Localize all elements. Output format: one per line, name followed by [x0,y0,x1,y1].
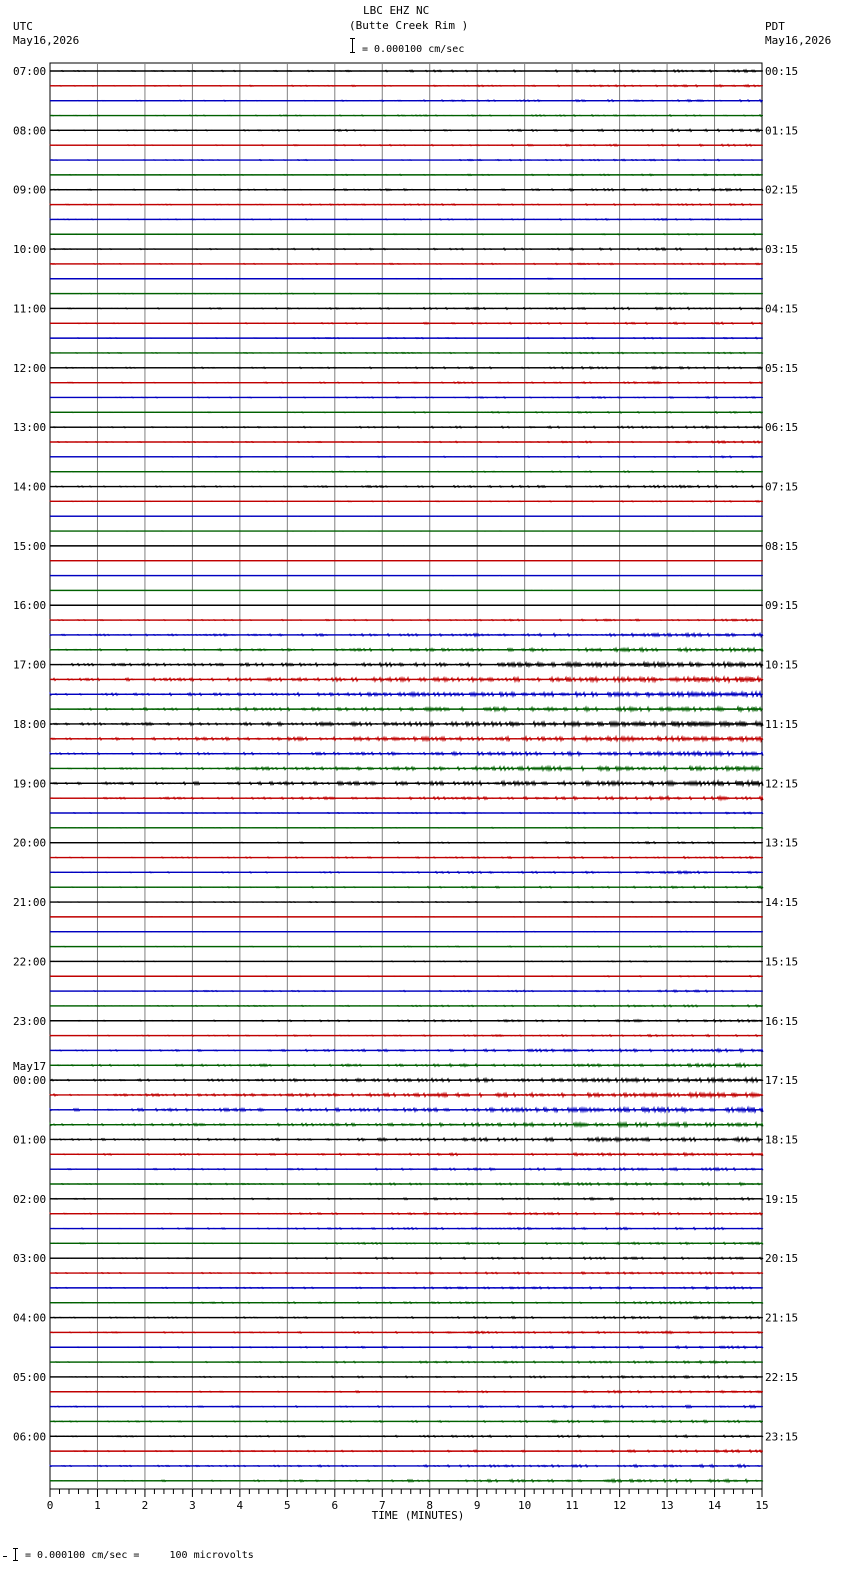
utc-hour-label: 13:00 [13,421,47,435]
right-date: May16,2026 [765,34,832,47]
utc-hour-label: 16:00 [13,599,47,613]
x-tick-label: 6 [331,1499,339,1512]
utc-hour-label: 04:00 [13,1311,47,1325]
utc-hour-label: 00:00 [13,1074,47,1088]
utc-hour-label: 10:00 [13,243,47,257]
utc-hour-label: 20:00 [13,836,47,850]
x-tick-label: 2 [141,1499,149,1512]
utc-hour-label: 12:00 [13,361,47,375]
x-tick-label: 5 [284,1499,291,1512]
utc-hour-label: 05:00 [13,1370,47,1384]
x-tick-label: 13 [660,1499,674,1512]
x-axis-title: TIME (MINUTES) [371,1509,465,1522]
x-tick-label: 3 [189,1499,196,1512]
pdt-hour-label: 14:15 [765,896,799,910]
pdt-hour-label: 08:15 [765,539,799,553]
pdt-hour-label: 02:15 [765,183,799,197]
pdt-hour-label: 18:15 [765,1133,799,1147]
plot-frame [50,63,762,1489]
pdt-hour-label: 07:15 [765,480,799,494]
utc-hour-label: 06:00 [13,1430,47,1444]
x-tick-label: 14 [707,1499,722,1512]
x-tick-label: 4 [236,1499,244,1512]
utc-hour-label: 01:00 [13,1133,47,1147]
pdt-hour-label: 04:15 [765,302,799,316]
utc-hour-label: 23:00 [13,1014,47,1028]
pdt-hour-label: 06:15 [765,421,799,435]
pdt-hour-label: 05:15 [765,361,799,375]
x-tick-label: 11 [565,1499,579,1512]
x-tick-label: 0 [46,1499,54,1512]
footer-scale-note: = 0.000100 cm/sec = 100 microvolts [25,1550,254,1561]
utc-hour-label: 17:00 [13,658,47,672]
right-timezone: PDT [765,20,785,33]
x-tick-label: 8 [426,1499,434,1512]
pdt-hour-label: 17:15 [765,1074,799,1088]
pdt-hour-label: 11:15 [765,717,799,731]
pdt-hour-label: 13:15 [765,836,799,850]
pdt-hour-label: 21:15 [765,1311,799,1325]
x-tick-label: 9 [473,1499,481,1512]
utc-hour-label: 09:00 [13,183,47,197]
pdt-hour-label: 16:15 [765,1014,799,1028]
utc-hour-label: 03:00 [13,1252,47,1266]
header-scale: = 0.000100 cm/sec [362,44,465,55]
pdt-hour-label: 03:15 [765,243,799,257]
header-station: LBC EHZ NC [363,4,430,17]
utc-hour-label: 11:00 [13,302,47,316]
utc-hour-label: 15:00 [13,539,47,553]
utc-hour-label: 14:00 [13,480,47,494]
pdt-hour-label: 09:15 [765,599,799,613]
pdt-hour-label: 19:15 [765,1192,799,1206]
footer-scale-icon [3,1548,19,1562]
pdt-hour-label: 12:15 [765,777,799,791]
pdt-hour-label: 00:15 [765,65,799,78]
date-change-label: May17 [13,1060,47,1074]
pdt-hour-label: 15:15 [765,955,799,969]
x-tick-label: 7 [378,1499,386,1512]
pdt-hour-label: 22:15 [765,1370,799,1384]
utc-hour-label: 18:00 [13,717,47,731]
pdt-hour-label: 20:15 [765,1252,799,1266]
utc-hour-label: 19:00 [13,777,47,791]
pdt-hour-label: 10:15 [765,658,799,672]
header-site: (Butte Creek Rim ) [349,19,469,32]
x-tick-label: 1 [94,1499,101,1512]
utc-hour-label: 22:00 [13,955,47,969]
x-tick-label: 12 [612,1499,627,1512]
utc-hour-label: 02:00 [13,1192,47,1206]
left-timezone: UTC [13,20,33,33]
pdt-hour-label: 01:15 [765,124,799,138]
x-tick-label: 15 [755,1499,769,1512]
utc-hour-label: 08:00 [13,124,47,138]
left-date: May16,2026 [13,34,80,47]
x-tick-label: 10 [518,1499,532,1512]
pdt-hour-label: 23:15 [765,1430,799,1444]
utc-hour-label: 21:00 [13,896,47,910]
utc-hour-label: 07:00 [13,65,47,78]
